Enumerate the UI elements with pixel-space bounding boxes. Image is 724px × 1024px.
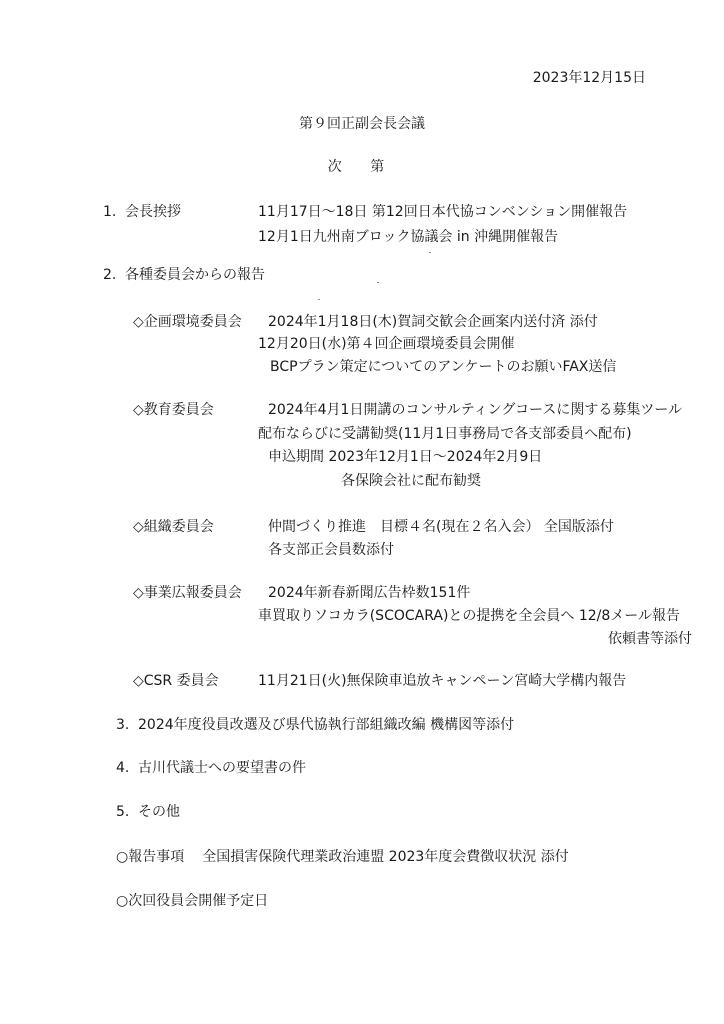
committee-soshiki-label: ◇組織委員会 (133, 519, 214, 535)
section-2-number: 2. (103, 267, 117, 283)
committee-soshiki-line-1: 仲間づくり推進 目標４名(現在２名入会） 全国版添付 (268, 519, 614, 535)
section-3-number: 3. (116, 717, 130, 733)
committee-csr-label: ◇CSR 委員会 (133, 673, 219, 689)
section-4-heading (116, 759, 306, 777)
document-title: 第９回正副会長会議 (299, 116, 425, 132)
committee-jigyo-line-2: 車買取りソコカラ(SCOCARA)との提携を全会員へ 12/8メール報告 (258, 608, 681, 624)
section-5-number: 5. (116, 804, 130, 820)
scan-speck (318, 299, 320, 300)
section-1-number: 1. (103, 204, 117, 220)
committee-kikaku-label: ◇企画環境委員会 (133, 314, 242, 330)
committee-kikaku-line-1: 2024年1月18日(木)賀詞交歓会企画案内送付済 添付 (268, 314, 598, 330)
committee-csr-line-1: 11月21日(火)無保険車追放キャンペーン宮崎大学構内報告 (258, 673, 627, 689)
committee-jigyo-label: ◇事業広報委員会 (133, 585, 242, 601)
report-item (116, 848, 569, 866)
scan-speck (377, 282, 379, 283)
committee-kikaku-line-2: 12月20日(水)第４回企画環境委員会開催 (258, 336, 515, 352)
section-5-heading (116, 803, 180, 821)
section-1-label: 会長挨拶 (125, 204, 181, 220)
committee-kyoiku-line-1: 2024年4月1日開講のコンサルティングコースに関する募集ツール (268, 402, 683, 418)
committee-jigyo-line-1: 2024年新春新聞広告枠数151件 (268, 585, 471, 601)
section-5-label: その他 (138, 804, 180, 820)
section-2-heading (103, 266, 265, 284)
committee-soshiki-line-2: 各支部正会員数添付 (268, 542, 394, 558)
committee-kyoiku-line-3: 申込期間 2023年12月1日～2024年2月9日 (268, 449, 543, 465)
scan-speck (429, 252, 431, 253)
committee-kikaku-line-3: BCPプラン策定についてのアンケートのお願いFAX送信 (270, 359, 617, 375)
next-meeting-item: ○次回役員会開催予定日 (116, 893, 269, 909)
document-subtitle: 次 第 (327, 159, 397, 175)
section-1-heading (103, 203, 181, 221)
committee-jigyo-line-3: 依頼書等添付 (608, 631, 692, 647)
report-item-text: 全国損害保険代理業政治連盟 2023年度会費徴収状況 添付 (202, 849, 569, 865)
committee-kyoiku-line-2: 配布ならびに受講勧奨(11月1日事務局で各支部委員へ配布) (258, 426, 632, 442)
section-1-line-1: 11月17日～18日 第12回日本代協コンベンション開催報告 (258, 204, 628, 220)
section-1-line-2: 12月1日九州南ブロック協議会 in 沖縄開催報告 (258, 229, 559, 245)
committee-kyoiku-label: ◇教育委員会 (133, 402, 214, 418)
section-3-heading (116, 716, 514, 734)
document-date: 2023年12月15日 (532, 70, 646, 86)
committee-kyoiku-line-4: 各保険会社に配布勧奨 (341, 473, 481, 489)
section-2-label: 各種委員会からの報告 (125, 267, 265, 283)
section-3-label: 2024年度役員改選及び県代協執行部組織改編 機構図等添付 (138, 717, 515, 733)
section-4-number: 4. (116, 760, 130, 776)
section-4-label: 古川代議士への要望書の件 (138, 760, 306, 776)
report-item-label: ○報告事項 (116, 849, 185, 865)
